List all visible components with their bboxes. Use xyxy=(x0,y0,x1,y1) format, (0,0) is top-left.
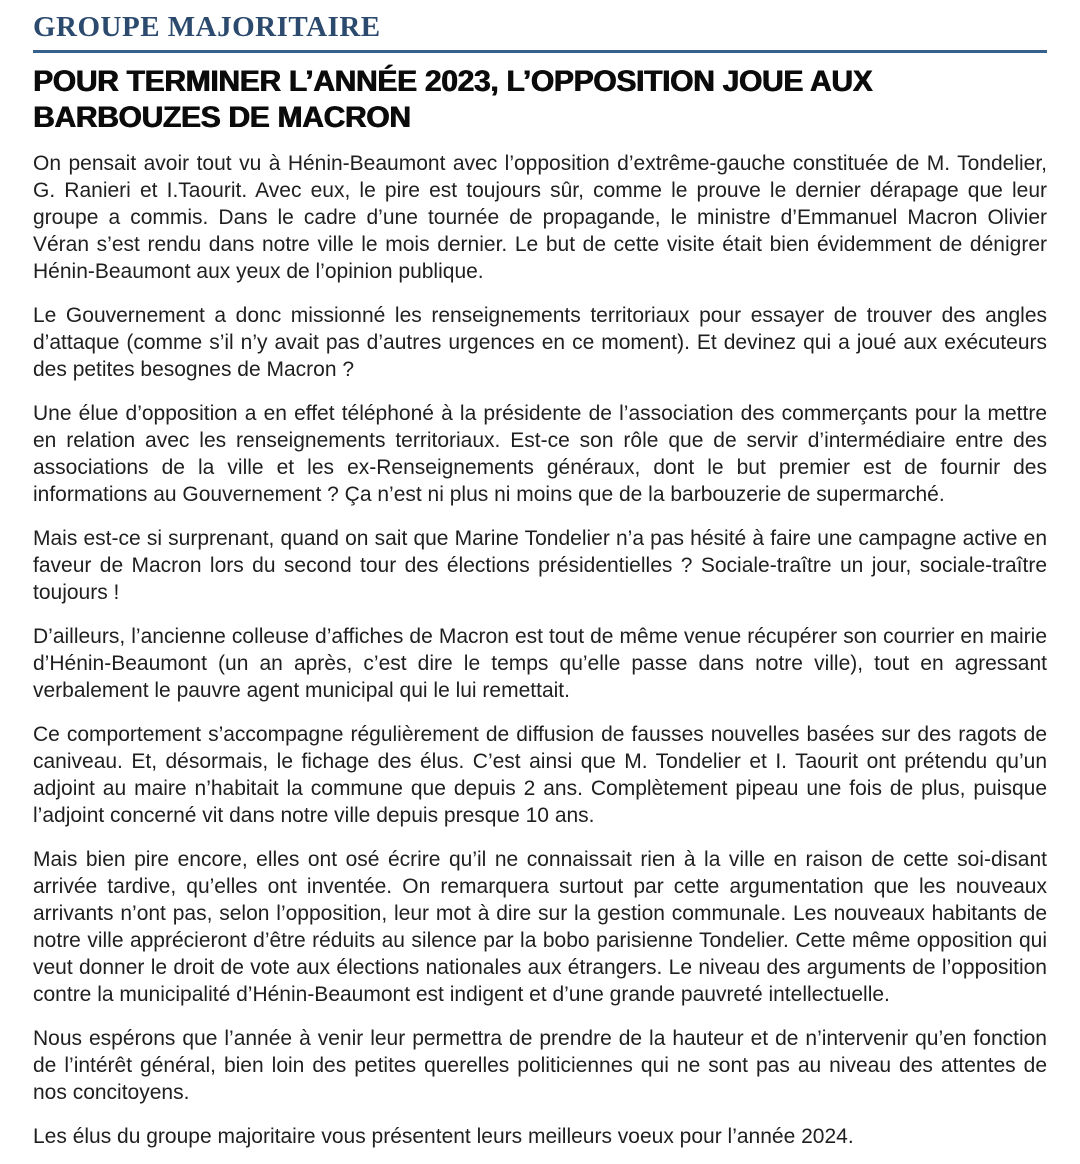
article-headline: POUR TERMINER L’ANNÉE 2023, L’OPPOSITION JOUE AUX BARBOUZES DE MACRON xyxy=(33,65,873,134)
article-paragraph: Ce comportement s’accompagne régulièrement de diffusion de fausses nouvelles basées sur des ragots de caniveau. Et, désormais, le fichage des élus. C’est ainsi que M. Tondelier et I. Taourit ont prétendu qu’un adjoint au maire n’habitait la commune que depuis 2 ans. Complètement pipeau une fois de plus, puisque l’adjoint concerné vit dans notre ville depuis presque 10 ans. xyxy=(33,723,1047,827)
article-paragraph: Le Gouvernement a donc missionné les renseignements territoriaux pour essayer de trouver des angles d’attaque (comme s’il n’y avait pas d’autres urgences en ce moment). Et devinez qui a joué aux exécuteurs des petites besognes de Macron ? xyxy=(33,304,1047,381)
article-paragraph: D’ailleurs, l’ancienne colleuse d’affiches de Macron est tout de même venue récupérer son courrier en mairie d’Hénin-Beaumont (un an après, c’est dire le temps qu’elle passe dans notre ville), tout en agressant verbalement le pauvre agent municipal qui le lui remettait. xyxy=(33,625,1047,702)
article-paragraph: Mais bien pire encore, elles ont osé écrire qu’il ne connaissait rien à la ville en raison de cette soi-disant arrivée tardive, qu’elles ont inventée. On remarquera surtout par cette argumentation que les nouveaux arrivants n’ont pas, selon l’opposition, leur mot à dire sur la gestion communale. Les nouveaux habitants de notre ville apprécieront d’être réduits au silence par la bobo parisienne Tondelier. Cette même opposition qui veut donner le droit de vote aux élections nationales aux étrangers. Le niveau des arguments de l’opposition contre la municipalité d’Hénin-Beaumont est indigent et d’une grande pauvreté intellectuelle. xyxy=(33,848,1047,1006)
article-paragraph: Une élue d’opposition a en effet téléphoné à la présidente de l’association des commerçants pour la mettre en relation avec les renseignements territoriaux. Est-ce son rôle que de servir d’intermédiaire entre des associations de la ville et les ex-Renseignements généraux, dont le but premier est de fournir des informations au Gouvernement ? Ça n’est ni plus ni moins que de la barbouzerie de supermarché. xyxy=(33,402,1047,506)
page-header xyxy=(33,10,1047,136)
article-paragraph: Mais est-ce si surprenant, quand on sait que Marine Tondelier n’a pas hésité à faire une campagne active en faveur de Macron lors du second tour des élections présidentielles ? Sociale-traître un jour, sociale-traître toujours ! xyxy=(33,527,1047,604)
article-paragraph: On pensait avoir tout vu à Hénin-Beaumont avec l’opposition d’extrême-gauche constituée de M. Tondelier, G. Ranieri et I.Taourit. Avec eux, le pire est toujours sûr, comme le prouve le dernier dérapage que leur groupe a commis. Dans le cadre d’une tournée de propagande, le ministre d’Emmanuel Macron Olivier Véran s’est rendu dans notre ville le mois dernier. Le but de cette visite était bien évidemment de dénigrer Hénin-Beaumont aux yeux de l’opinion publique. xyxy=(33,152,1047,283)
section-divider xyxy=(33,50,1047,53)
section-kicker: GROUPE MAJORITAIRE xyxy=(33,11,381,43)
article-paragraph: Nous espérons que l’année à venir leur permettra de prendre de la hauteur et de n’intervenir qu’en fonction de l’intérêt général, bien loin des petites querelles politiciennes qui ne sont pas au niveau des attentes de nos concitoyens. xyxy=(33,1027,1047,1104)
article-paragraph: Les élus du groupe majoritaire vous présentent leurs meilleurs voeux pour l’année 2024. xyxy=(33,1125,854,1148)
article-body xyxy=(33,150,1047,1150)
